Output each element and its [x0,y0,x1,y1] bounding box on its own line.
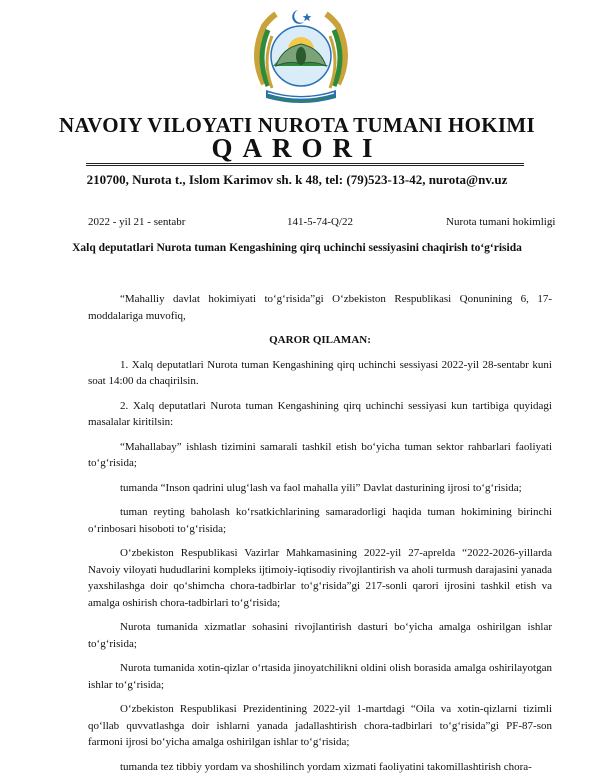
agenda-item: Nurota tumanida xotin-qizlar o‘rtasida jinoyatchilikni oldini olish borasida amalga oshirilayotgan ishlar to‘g‘risida; [88,662,552,691]
agenda-item: tumanda “Inson qadrini ulug‘lash va faol mahalla yili” Davlat dasturining ijrosi to‘g‘risida; [120,481,522,494]
agenda-item: “Mahallabay” ishlash tizimini samarali tashkil etish bo‘yicha tuman sektor rahbarlari faoliyati to‘g‘risida; [88,440,552,469]
paragraph-2: 2. Xalq deputatlari Nurota tuman Kengashining qirq uchinchi sessiyasi kun tartibiga quyidagi masalalar kiritilsin: [88,399,552,428]
document-type-title: QARORI [211,133,383,163]
agenda-item: Nurota tumanida xizmatlar sohasini rivojlantirish dasturi bo‘yicha amalga oshirilgan ishlar to‘g‘risida; [88,621,552,650]
paragraph-1: 1. Xalq deputatlari Nurota tuman Kengashining qirq uchinchi sessiyasi 2022-yil 28-sentabr kuni soat 14:00 da chaqirilsin. [88,358,552,387]
agenda-item: tuman reyting baholash ko‘rsatkichlarining samaradorligi haqida tuman hokimining birinchi o‘rinbosari hisoboti to‘g‘risida; [88,506,552,535]
contact-address: 210700, Nurota t., Islom Karimov sh. k 48, tel: (79)523-13-42, nurota@nv.uz [86,172,508,187]
document-number: 141-5-74-Q/22 [287,216,353,228]
header-divider [86,163,524,164]
issuer-title: NAVOIY VILOYATI NUROTA TUMANI HOKIMI [59,113,535,137]
agenda-item: O‘zbekiston Respublikasi Vazirlar Mahkamasining 2022-yil 27-aprelda “2022-2026-yillarda Navoiy viloyati hududlarini kompleks ijtimoiy-iqtisodiy rivojlantirish va aholi turmush darajasini yanada yaxshilashga doir qo‘shimcha chora-tadbirlar to‘g‘risida”gi 217-sonli qarori ijrosini tashkil etish va amalga oshirish chora-tadbirlari to‘g‘risida; [88,547,552,609]
header-divider-secondary [86,165,524,166]
state-emblem [246,4,356,106]
agenda-item: tumanda tez tibbiy yordam va shoshilinch yordam xizmati faoliyatini takomillashtirish chora- [120,760,532,773]
resolution-heading: QAROR QILAMAN: [269,334,371,346]
document-subject: Xalq deputatlari Nurota tuman Kengashining qirq uchinchi sessiyasini chaqirish to‘g‘risida [72,242,522,254]
document-date: 2022 - yil 21 - sentabr [88,216,186,228]
issuing-organization: Nurota tumani hokimligi [446,216,556,228]
document-body [88,291,552,783]
intro-paragraph: “Mahalliy davlat hokimiyati to‘g‘risida”gi O‘zbekiston Respublikasi Qonunining 6, 17-moddalariga muvofiq, [88,293,552,322]
agenda-item: O‘zbekiston Respublikasi Prezidentining 2022-yil 1-martdagi “Oila va xotin-qizlarni tizimli qo‘llab quvvatlashga doir ishlarni yanada jadallashtirish chora-tadbirlari to‘g‘risida”gi PF-87-son farmoni ijrosi bo‘yicha amalga oshirilgan ishlar to‘g‘risida; [88,703,552,748]
